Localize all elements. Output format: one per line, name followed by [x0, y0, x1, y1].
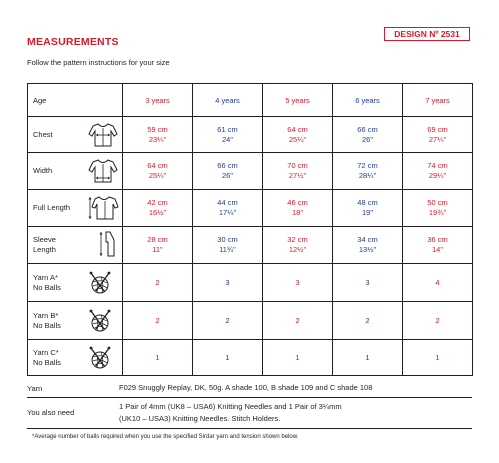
- yarn-a-count: 4: [403, 264, 473, 302]
- yarn-c-count: 1: [333, 340, 403, 376]
- chest-cm: 69 cm: [427, 124, 448, 134]
- chest-value-cell: [193, 117, 263, 153]
- chest-inch: 24": [221, 134, 233, 144]
- yarn-ball-icon: [88, 271, 112, 295]
- sleeve-length-inch: 13½": [358, 245, 377, 254]
- full-length-inch: 18": [291, 208, 303, 217]
- yarn-c-count: 1: [123, 340, 193, 376]
- yarn-a-balls-label: No Balls: [33, 282, 61, 292]
- width-value-cell: [263, 153, 333, 190]
- width-inch: 26": [221, 171, 233, 180]
- measurements-table: [27, 83, 473, 376]
- yarn-a-count: 3: [333, 264, 403, 302]
- size-header: 5 years: [263, 84, 333, 117]
- chest-row: [28, 117, 473, 153]
- design-number-badge: DESIGN Nº 2531: [384, 27, 470, 41]
- full-length-label-cell: [28, 190, 123, 227]
- yarn-b-count: 2: [263, 302, 333, 340]
- width-inch: 27½": [288, 171, 307, 180]
- chest-value-cell: [263, 117, 333, 153]
- yarn-a-count: 3: [193, 264, 263, 302]
- yarn-b-label-cell: [28, 302, 123, 340]
- width-inch: 25¼": [148, 171, 167, 180]
- chest-value-cell: [123, 117, 193, 153]
- chest-label: Chest: [33, 129, 53, 139]
- chest-inch: 25¼": [288, 134, 307, 144]
- yarn-b-row: [28, 302, 473, 340]
- chest-label-cell: [28, 117, 123, 153]
- size-header: 7 years: [403, 84, 473, 117]
- yarn-c-label: Yarn C*: [33, 347, 59, 357]
- chest-cm: 64 cm: [287, 124, 308, 134]
- width-row: [28, 153, 473, 190]
- yarn-c-label-group: [33, 348, 61, 368]
- width-cm: 64 cm: [147, 161, 168, 170]
- you-also-need-line-2: (UK10 – USA3) Knitting Needles. Stitch Holders.: [119, 414, 281, 423]
- yarn-c-label-cell: [28, 340, 123, 376]
- chest-value-cell: [403, 117, 473, 153]
- width-cm: 74 cm: [427, 161, 448, 170]
- sleeve-length-cm: 36 cm: [427, 235, 448, 244]
- width-inch: 29¼": [428, 171, 447, 180]
- full-length-value-cell: [333, 190, 403, 227]
- width-cm: 66 cm: [217, 161, 238, 170]
- sleeve-length-inch: 11¾": [219, 245, 236, 254]
- age-row: [28, 84, 473, 117]
- width-value-cell: [193, 153, 263, 190]
- full-length-row: [28, 190, 473, 227]
- full-length-inch: 17¼": [218, 208, 237, 217]
- yarn-ball-icon: [88, 309, 112, 333]
- full-length-cm: 42 cm: [147, 198, 168, 207]
- sleeve-length-label-cell: [28, 227, 123, 264]
- yarn-label: Yarn: [27, 384, 43, 393]
- full-length-cm: 48 cm: [357, 198, 378, 207]
- full-length-value-cell: [123, 190, 193, 227]
- width-cm: 72 cm: [357, 161, 378, 170]
- width-cm: 70 cm: [287, 161, 308, 170]
- sleeve-length-value-cell: [333, 227, 403, 264]
- full-length-cm: 50 cm: [427, 198, 448, 207]
- yarn-b-count: 2: [123, 302, 193, 340]
- full-length-label: Full Length: [33, 203, 71, 212]
- yarn-b-count: 2: [403, 302, 473, 340]
- width-value-cell: [333, 153, 403, 190]
- full-length-cm: 46 cm: [287, 198, 308, 207]
- sleeve-length-inch: 14": [431, 245, 443, 254]
- yarn-b-balls-label: No Balls: [33, 320, 61, 330]
- size-header: 4 years: [193, 84, 263, 117]
- sleeve-length-cm: 30 cm: [217, 235, 238, 244]
- you-also-need-label: You also need: [27, 408, 75, 417]
- width-label-cell: [28, 153, 123, 190]
- page-title: MEASUREMENTS: [27, 36, 119, 48]
- yarn-a-label: Yarn A*: [33, 272, 58, 282]
- chest-cm: 59 cm: [147, 124, 168, 134]
- yarn-b-label-group: [33, 311, 61, 331]
- you-also-need-line-1: 1 Pair of 4mm (UK8 – USA6) Knitting Needles and 1 Pair of 3¼mm: [119, 402, 342, 411]
- sleeve-length-value-cell: [263, 227, 333, 264]
- full-length-value-cell: [263, 190, 333, 227]
- cardigan-chest-icon: [87, 122, 119, 148]
- yarn-a-label-cell: [28, 264, 123, 302]
- sleeve-length-cm: 32 cm: [287, 235, 308, 244]
- width-label: Width: [33, 166, 53, 175]
- yarn-c-count: 1: [263, 340, 333, 376]
- yarn-a-row: [28, 264, 473, 302]
- sleeve-length-inch: 12½": [288, 245, 307, 254]
- cardigan-width-icon: [87, 158, 119, 184]
- size-header: 6 years: [333, 84, 403, 117]
- sleeve-length-cm: 28 cm: [147, 235, 168, 244]
- yarn-a-count: 3: [263, 264, 333, 302]
- yarn-a-label-group: [33, 273, 61, 293]
- sleeve-length-label: Sleeve Length: [33, 235, 56, 254]
- chest-inch: 23¼": [148, 134, 167, 144]
- full-length-inch: 16½": [148, 208, 167, 217]
- full-length-value-cell: [403, 190, 473, 227]
- yarn-b-count: 2: [193, 302, 263, 340]
- footnote: *Average number of balls required when you use the specified Sirdar yarn and tension shown below.: [32, 434, 299, 440]
- width-value-cell: [403, 153, 473, 190]
- full-length-cm: 44 cm: [217, 198, 238, 207]
- sleeve-length-icon: [95, 230, 119, 260]
- chest-cm: 66 cm: [357, 124, 378, 134]
- chest-inch: 27¼": [428, 134, 447, 144]
- yarn-c-count: 1: [193, 340, 263, 376]
- yarn-c-count: 1: [403, 340, 473, 376]
- full-length-inch: 19¾": [428, 208, 447, 217]
- divider: [27, 428, 472, 429]
- full-length-value-cell: [193, 190, 263, 227]
- sleeve-length-value-cell: [193, 227, 263, 264]
- yarn-value: F029 Snuggly Replay, DK, 50g. A shade 100, B shade 109 and C shade 108: [119, 383, 373, 392]
- cardigan-length-icon: [87, 194, 119, 222]
- sleeve-length-value-cell: [123, 227, 193, 264]
- yarn-c-row: [28, 340, 473, 376]
- divider: [27, 397, 472, 398]
- sleeve-length-inch: 11": [152, 245, 163, 254]
- width-inch: 28¼": [358, 171, 377, 180]
- subtitle: Follow the pattern instructions for your size: [27, 58, 170, 67]
- yarn-a-count: 2: [123, 264, 193, 302]
- full-length-inch: 19": [361, 208, 373, 217]
- chest-value-cell: [333, 117, 403, 153]
- size-header: 3 years: [123, 84, 193, 117]
- width-value-cell: [123, 153, 193, 190]
- yarn-c-balls-label: No Balls: [33, 357, 61, 367]
- sleeve-length-cm: 34 cm: [357, 235, 378, 244]
- age-label: Age: [28, 84, 123, 117]
- yarn-ball-icon: [88, 346, 112, 370]
- yarn-b-count: 2: [333, 302, 403, 340]
- chest-inch: 26": [361, 134, 373, 144]
- chest-cm: 61 cm: [217, 124, 238, 134]
- sleeve-length-value-cell: [403, 227, 473, 264]
- yarn-b-label: Yarn B*: [33, 310, 59, 320]
- sleeve-length-row: [28, 227, 473, 264]
